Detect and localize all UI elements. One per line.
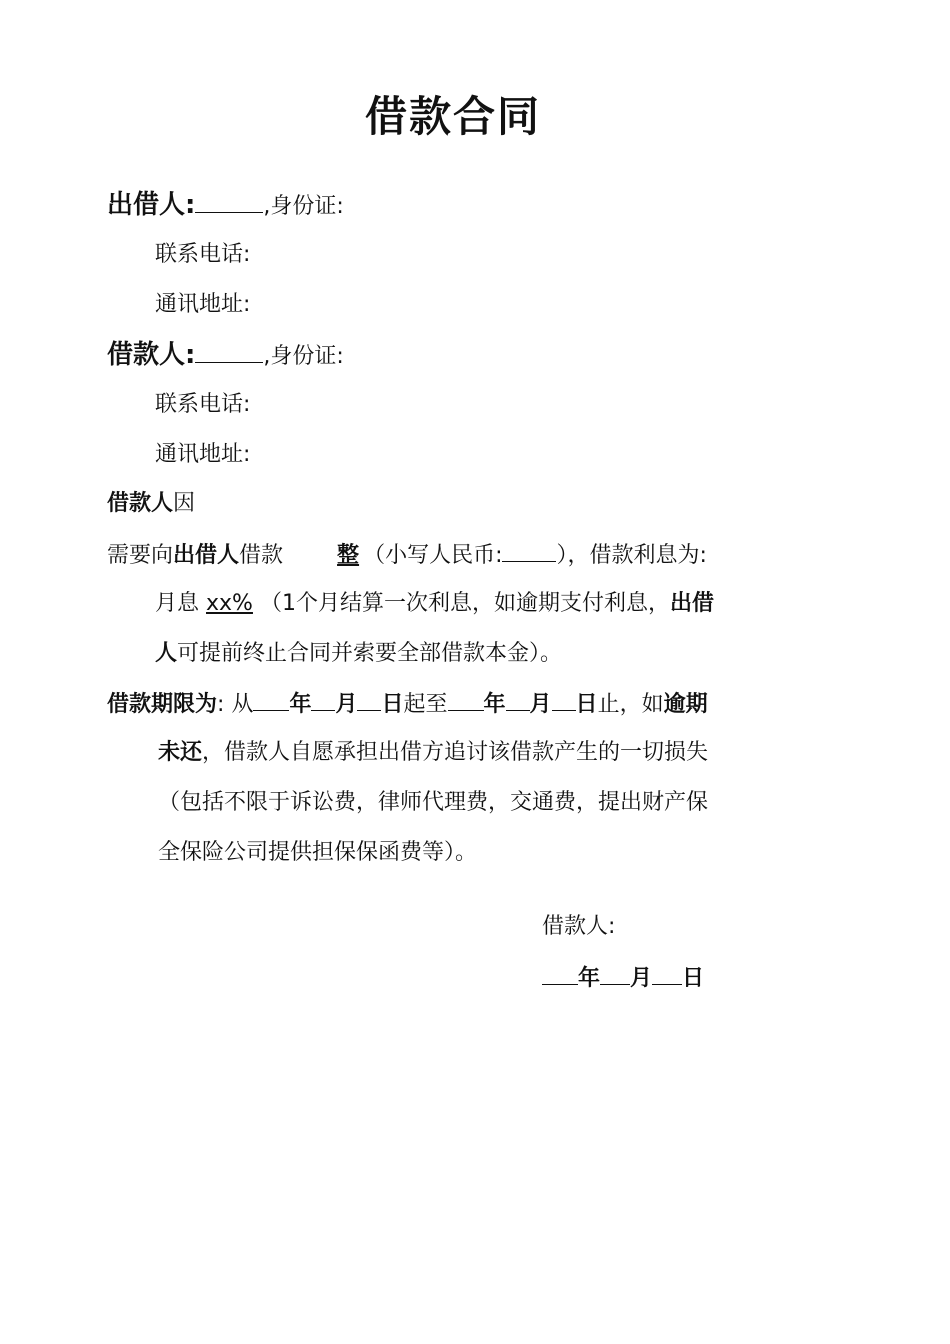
borrower-label: 借款人: xyxy=(107,340,196,370)
term-start-day-blank xyxy=(357,692,381,711)
signature-label: 借款人: xyxy=(542,914,616,939)
term-start-month-blank xyxy=(311,692,335,711)
loan-amount-suffix: 整 xyxy=(337,543,360,568)
term-start-year: 年 xyxy=(289,692,312,717)
signature-month-blank xyxy=(600,966,630,985)
term-overdue-1: 逾期 xyxy=(663,692,708,717)
term-end-day-blank xyxy=(552,692,576,711)
term-overdue-2: 未还 xyxy=(158,740,203,765)
term-end-year: 年 xyxy=(483,692,506,717)
loan-lowercase-label: （小写人民币: xyxy=(363,543,503,568)
loan-amount-field xyxy=(283,543,363,568)
interest-text: （1个月结算一次利息，如逾期支付利息， xyxy=(259,591,670,616)
loan-lender: 出借人 xyxy=(173,543,240,568)
term-end-day: 日 xyxy=(575,692,598,717)
borrower-address-label: 通讯地址: xyxy=(155,442,251,467)
loan-prefix: 需要向 xyxy=(107,543,174,568)
interest-lender-part1: 出借 xyxy=(669,591,714,616)
reason-text: 因 xyxy=(173,491,196,516)
interest-rate: xx% xyxy=(206,591,253,616)
term-end-month: 月 xyxy=(529,692,552,717)
interest-line-2 xyxy=(155,643,562,665)
term-line-3: （包括不限于诉讼费，律师代理费，交通费，提出财产保 xyxy=(158,790,709,815)
term-start-month: 月 xyxy=(335,692,358,717)
interest-lender-part2: 人 xyxy=(155,641,178,666)
term-text-1: ，借款人自愿承担出借方追讨该借款产生的一切损失 xyxy=(202,740,709,765)
lender-phone-label: 联系电话: xyxy=(155,242,251,267)
lender-label: 出借人: xyxy=(107,190,196,220)
loan-lowercase-blank xyxy=(502,543,556,562)
lender-id-label: ,身份证: xyxy=(263,194,344,219)
signature-day: 日 xyxy=(682,966,705,991)
reason-line xyxy=(107,493,195,515)
term-end-month-blank xyxy=(506,692,530,711)
signature-day-blank xyxy=(652,966,682,985)
reason-subject: 借款人 xyxy=(107,491,174,516)
term-until: 起至 xyxy=(403,692,448,717)
term-label: 借款期限为 xyxy=(107,692,218,717)
interest-line-1 xyxy=(155,593,714,615)
term-start-day: 日 xyxy=(381,692,404,717)
borrower-name-blank xyxy=(195,344,263,363)
borrower-phone-label: 联系电话: xyxy=(155,392,251,417)
lender-line xyxy=(107,192,344,218)
term-start-year-blank xyxy=(253,692,289,711)
signature-month: 月 xyxy=(630,966,653,991)
term-line-2 xyxy=(158,742,708,764)
signature-year-blank xyxy=(542,966,578,985)
interest-label: 月息 xyxy=(155,591,200,616)
signature-year: 年 xyxy=(578,966,601,991)
term-line-1 xyxy=(107,692,708,716)
term-colon: : xyxy=(217,692,225,717)
interest-text2: 可提前终止合同并索要全部借款本金）。 xyxy=(177,641,563,666)
loan-close: ），借款利息为: xyxy=(556,543,707,568)
loan-line xyxy=(107,543,707,567)
term-end: 止，如 xyxy=(597,692,664,717)
borrower-id-label: ,身份证: xyxy=(263,344,344,369)
lender-name-blank xyxy=(195,194,263,213)
lender-address-label: 通讯地址: xyxy=(155,292,251,317)
term-from: 从 xyxy=(231,692,254,717)
term-end-year-blank xyxy=(448,692,484,711)
term-line-4: 全保险公司提供担保保函费等）。 xyxy=(158,840,478,865)
borrower-line xyxy=(107,342,344,368)
loan-verb: 借款 xyxy=(239,543,284,568)
document-title: 借款合同 xyxy=(364,92,541,141)
signature-date xyxy=(542,966,704,990)
